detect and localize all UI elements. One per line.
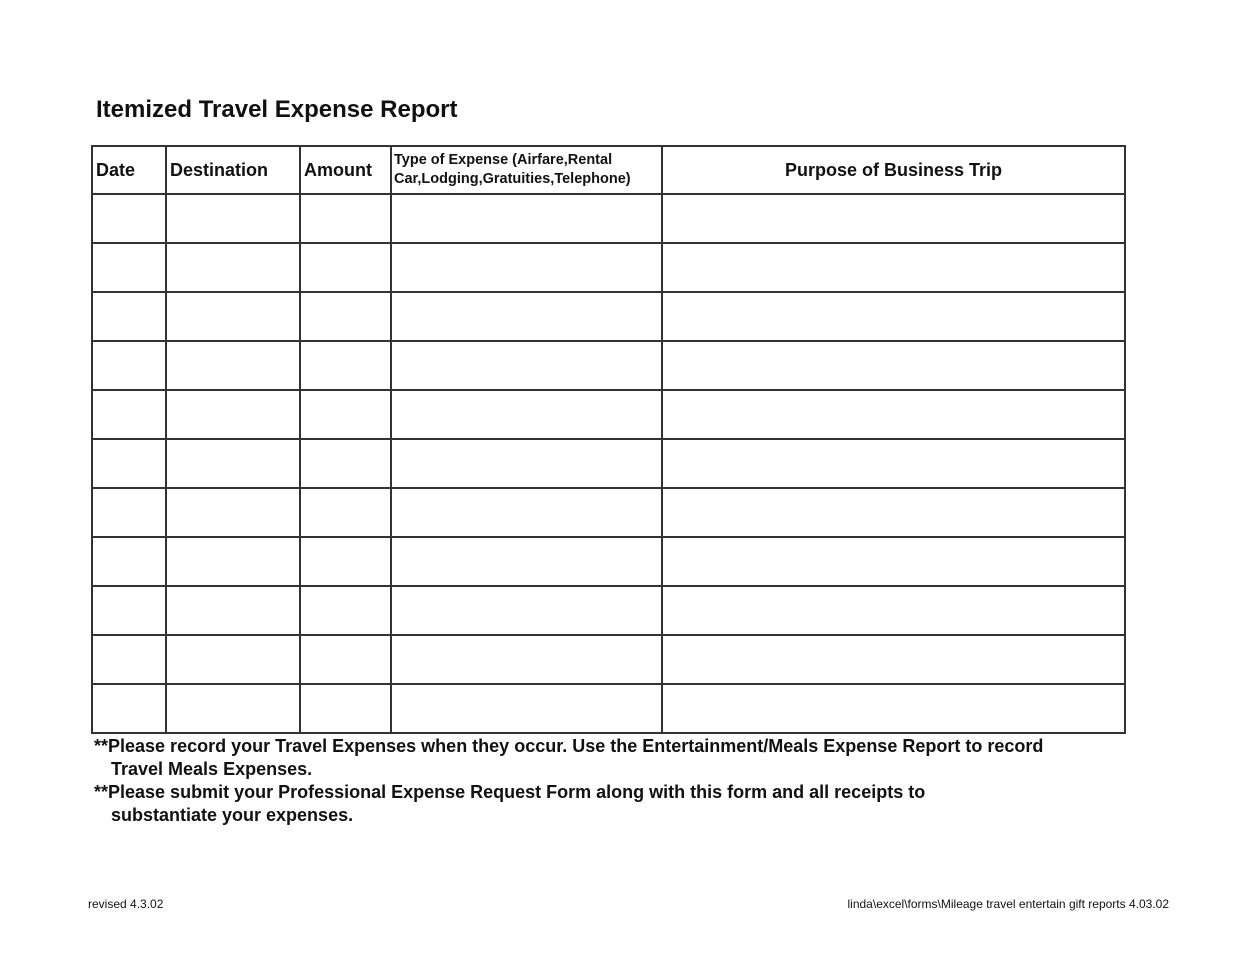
cell-date[interactable] <box>92 684 166 733</box>
cell-date[interactable] <box>92 292 166 341</box>
cell-type-of-expense[interactable] <box>391 635 662 684</box>
table-row <box>92 341 1125 390</box>
table-row <box>92 292 1125 341</box>
cell-amount[interactable] <box>300 390 391 439</box>
cell-date[interactable] <box>92 537 166 586</box>
cell-amount[interactable] <box>300 292 391 341</box>
header-amount: Amount <box>300 146 391 194</box>
cell-purpose[interactable] <box>662 390 1125 439</box>
cell-date[interactable] <box>92 194 166 243</box>
table-row <box>92 390 1125 439</box>
note-1-line-1: **Please record your Travel Expenses when they occur. Use the Entertainment/Meals Expense Report to record <box>94 736 1044 756</box>
table-row <box>92 635 1125 684</box>
header-date: Date <box>92 146 166 194</box>
table-body <box>92 194 1125 733</box>
table-row <box>92 684 1125 733</box>
note-1-line-2: Travel Meals Expenses. <box>111 759 313 779</box>
cell-purpose[interactable] <box>662 684 1125 733</box>
cell-date[interactable] <box>92 635 166 684</box>
header-destination: Destination <box>166 146 300 194</box>
cell-destination[interactable] <box>166 243 300 292</box>
page-title: Itemized Travel Expense Report <box>96 96 458 123</box>
cell-type-of-expense[interactable] <box>391 488 662 537</box>
cell-date[interactable] <box>92 341 166 390</box>
cell-type-of-expense[interactable] <box>391 194 662 243</box>
header-type-line-2: Car,Lodging,Gratuities,Telephone) <box>394 171 631 187</box>
cell-amount[interactable] <box>300 635 391 684</box>
cell-purpose[interactable] <box>662 488 1125 537</box>
cell-destination[interactable] <box>166 488 300 537</box>
table-row <box>92 439 1125 488</box>
note-2-line-2: substantiate your expenses. <box>111 805 354 825</box>
cell-destination[interactable] <box>166 439 300 488</box>
table-row <box>92 537 1125 586</box>
header-type-line-1: Type of Expense (Airfare,Rental <box>394 152 613 168</box>
note-submit-form <box>94 781 1043 827</box>
cell-type-of-expense[interactable] <box>391 243 662 292</box>
notes <box>94 735 1043 827</box>
cell-type-of-expense[interactable] <box>391 292 662 341</box>
cell-type-of-expense[interactable] <box>391 684 662 733</box>
table-header-row <box>92 146 1125 194</box>
revision-note: revised 4.3.02 <box>88 897 164 911</box>
header-purpose: Purpose of Business Trip <box>662 146 1125 194</box>
note-2-line-1: **Please submit your Professional Expense Request Form along with this form and all receipts to <box>94 782 926 802</box>
cell-amount[interactable] <box>300 243 391 292</box>
cell-amount[interactable] <box>300 194 391 243</box>
cell-amount[interactable] <box>300 684 391 733</box>
cell-destination[interactable] <box>166 684 300 733</box>
cell-type-of-expense[interactable] <box>391 586 662 635</box>
cell-purpose[interactable] <box>662 292 1125 341</box>
cell-purpose[interactable] <box>662 194 1125 243</box>
cell-purpose[interactable] <box>662 341 1125 390</box>
cell-date[interactable] <box>92 243 166 292</box>
cell-type-of-expense[interactable] <box>391 341 662 390</box>
cell-amount[interactable] <box>300 439 391 488</box>
cell-destination[interactable] <box>166 635 300 684</box>
cell-date[interactable] <box>92 586 166 635</box>
cell-amount[interactable] <box>300 586 391 635</box>
table-row <box>92 586 1125 635</box>
table-row <box>92 194 1125 243</box>
cell-destination[interactable] <box>166 292 300 341</box>
table-row <box>92 488 1125 537</box>
expense-table <box>91 145 1126 734</box>
file-path: linda\excel\forms\Mileage travel entertain gift reports 4.03.02 <box>847 897 1169 911</box>
cell-amount[interactable] <box>300 488 391 537</box>
cell-date[interactable] <box>92 488 166 537</box>
cell-amount[interactable] <box>300 537 391 586</box>
cell-purpose[interactable] <box>662 243 1125 292</box>
cell-destination[interactable] <box>166 390 300 439</box>
cell-type-of-expense[interactable] <box>391 390 662 439</box>
cell-amount[interactable] <box>300 341 391 390</box>
cell-purpose[interactable] <box>662 537 1125 586</box>
table-row <box>92 243 1125 292</box>
cell-date[interactable] <box>92 390 166 439</box>
cell-purpose[interactable] <box>662 635 1125 684</box>
cell-purpose[interactable] <box>662 439 1125 488</box>
cell-type-of-expense[interactable] <box>391 439 662 488</box>
note-record-expenses <box>94 735 1043 781</box>
cell-type-of-expense[interactable] <box>391 537 662 586</box>
cell-date[interactable] <box>92 439 166 488</box>
cell-destination[interactable] <box>166 194 300 243</box>
cell-destination[interactable] <box>166 537 300 586</box>
cell-destination[interactable] <box>166 341 300 390</box>
cell-purpose[interactable] <box>662 586 1125 635</box>
header-type-of-expense <box>391 146 662 194</box>
cell-destination[interactable] <box>166 586 300 635</box>
